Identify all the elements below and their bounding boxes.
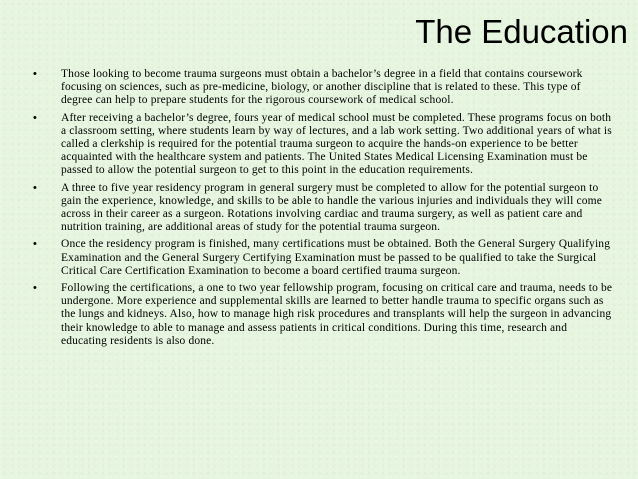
bullet-icon: •: [33, 181, 38, 194]
bullet-item-residency: [33, 182, 613, 235]
bullet-text: After receiving a bachelor’s degree, fours year of medical school must be completed. These programs focus on both a classroom setting, where students learn by way of lectures, and a lab work setting. Two additional years of what is called a clerkship is required for the potential trauma surgeon to acquire the hands-on experience to be better acquainted with the healthcare system and patients. The United States Medical Licensing Examination must be passed to allow the potential surgeon to get to this point in the education requirements.: [61, 111, 612, 177]
bullet-icon: •: [33, 282, 38, 295]
bullet-icon: •: [33, 238, 38, 251]
bullet-text: Once the residency program is finished, many certifications must be obtained. Both the General Surgery Qualifying Examination and the General Surgery Certifying Examination must be passed to be qualified to take the Surgical Critical Care Certification Examination to become a board certified trauma surgeon.: [61, 238, 611, 277]
bullet-text: Following the certifications, a one to two year fellowship program, focusing on critical care and trauma, needs to be undergone. More experience and supplemental skills are learned to better handle trauma to specific organs such as the lungs and kidneys. Also, how to manage high risk procedures and transplants will help the surgeon in advancing their knowledge to able to manage and assess patients in critical conditions. During this time, research and educating residents is also done.: [61, 282, 613, 347]
bullet-item-certifications: [33, 238, 613, 278]
bullet-icon: •: [33, 111, 38, 124]
bullet-text: Those looking to become trauma surgeons must obtain a bachelor’s degree in a field that contains coursework focusing on sciences, such as pre-medicine, biology, or another discipline that is related to these. This type of degree can help to prepare students for the rigorous coursework of medical school.: [61, 68, 583, 107]
bullet-icon: •: [33, 68, 38, 80]
bullet-text: A three to five year residency program in general surgery must be completed to allow for the potential surgeon to gain the experience, knowledge, and skills to be able to handle the various injuries and individuals they will come across in their career as a surgeon. Rotations involving cardiac and trauma surgery, as well as patient care and nutrition training, are additional areas of study for the potential trauma surgeon.: [61, 181, 602, 234]
bullet-item-bachelors: [33, 68, 613, 108]
bullet-list: [33, 68, 613, 352]
bullet-item-medical-school: [33, 112, 613, 178]
bullet-item-fellowship: [33, 282, 613, 348]
slide-title: The Education: [415, 13, 628, 50]
